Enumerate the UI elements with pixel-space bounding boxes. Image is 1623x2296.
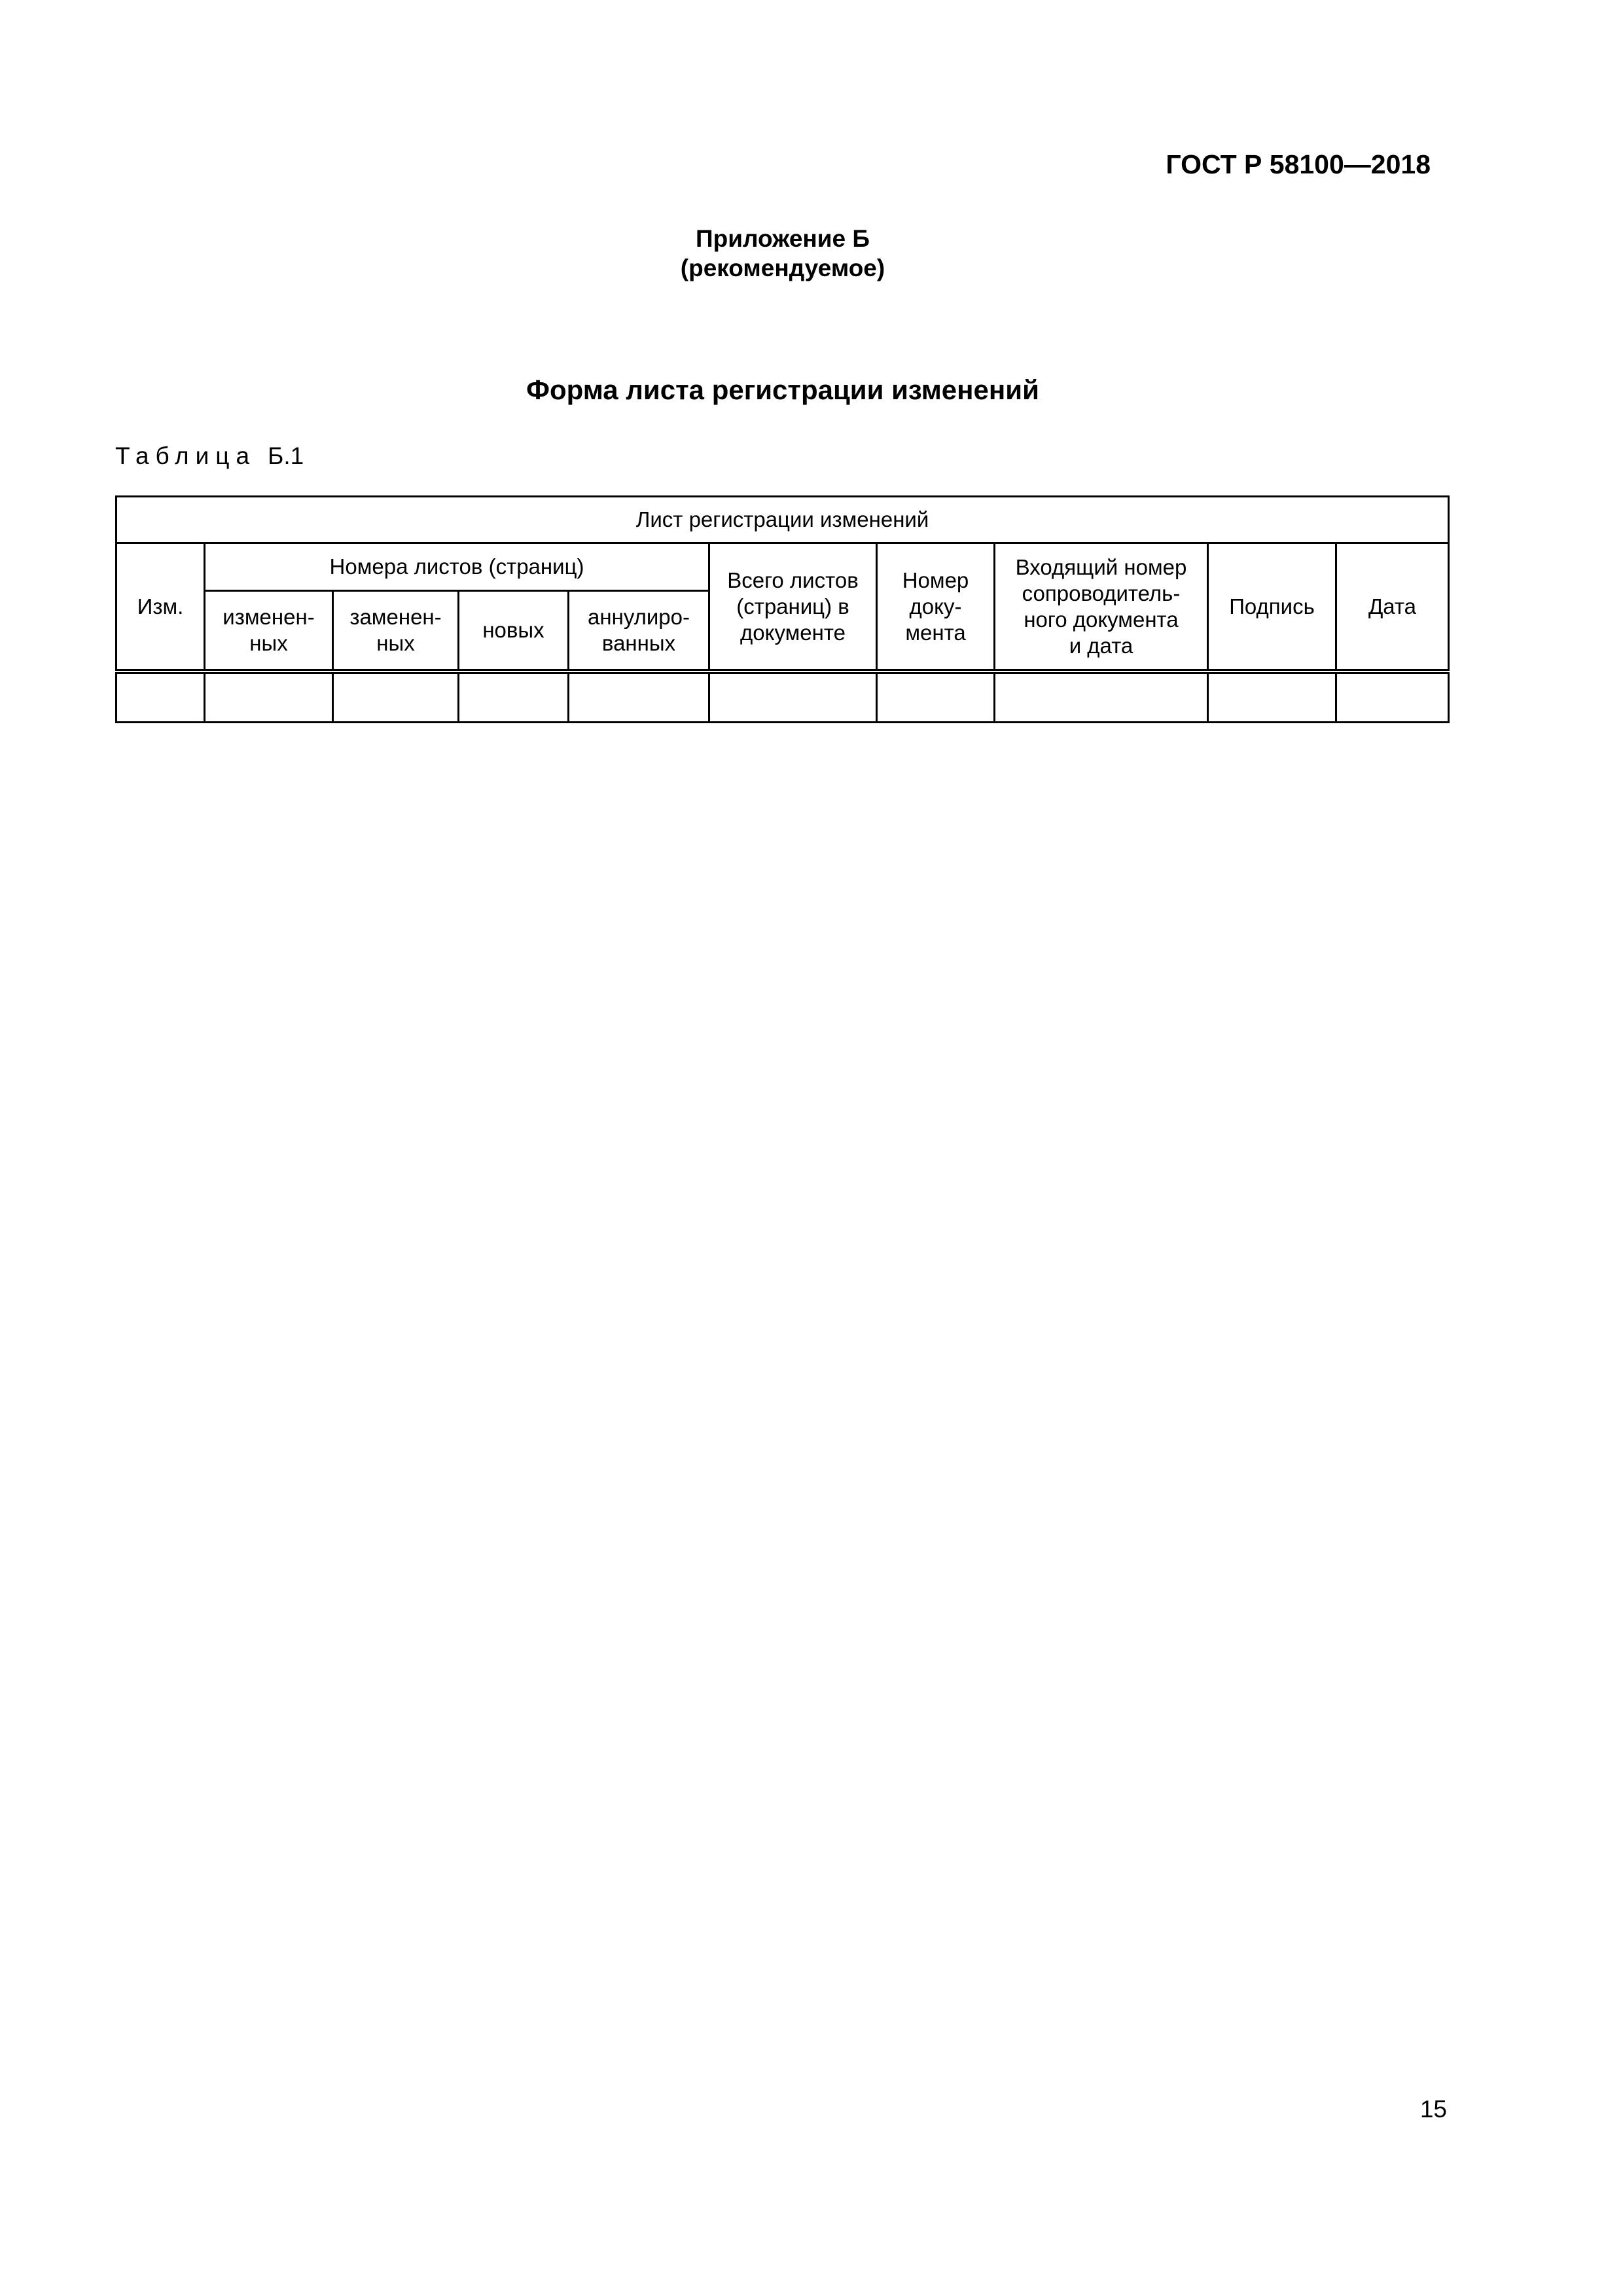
table-cell [333, 672, 459, 723]
table-row [116, 672, 1449, 723]
table-title: Лист регистрации изменений [116, 497, 1449, 543]
header-replaced: заменен- ных [333, 591, 459, 672]
table-cell [116, 672, 205, 723]
appendix-heading [0, 224, 1565, 283]
table-cell [205, 672, 333, 723]
header-sheet-numbers: Номера листов (страниц) [205, 543, 709, 591]
appendix-title: Приложение Б [696, 225, 870, 252]
header-signature: Подпись [1208, 543, 1336, 672]
form-title: Форма листа регистрации изменений [526, 374, 1039, 405]
header-total-sheets: Всего листов (страниц) в документе [709, 543, 877, 672]
page-number: 15 [1419, 2096, 1447, 2123]
table-cell [1208, 672, 1336, 723]
table-cell [709, 672, 877, 723]
table-caption [115, 442, 304, 470]
header-date: Дата [1336, 543, 1449, 672]
table-cell [995, 672, 1208, 723]
header-doc-number: Номер доку- мента [877, 543, 995, 672]
appendix-status: (рекомендуемое) [680, 255, 885, 281]
header-incoming-number: Входящий номер сопроводитель- ного документа и дата [995, 543, 1208, 672]
change-registration-table [115, 495, 1450, 723]
table-cell [877, 672, 995, 723]
table-cell [459, 672, 569, 723]
header-change: Изм. [116, 543, 205, 672]
header-annulled: аннулиро- ванных [569, 591, 709, 672]
table-caption-label: Таблица [115, 442, 257, 469]
table-caption-number: Б.1 [268, 442, 304, 469]
header-new: новых [459, 591, 569, 672]
table-cell [1336, 672, 1449, 723]
header-changed: изменен- ных [205, 591, 333, 672]
standard-number: ГОСТ Р 58100—2018 [1166, 149, 1431, 179]
table-cell [569, 672, 709, 723]
